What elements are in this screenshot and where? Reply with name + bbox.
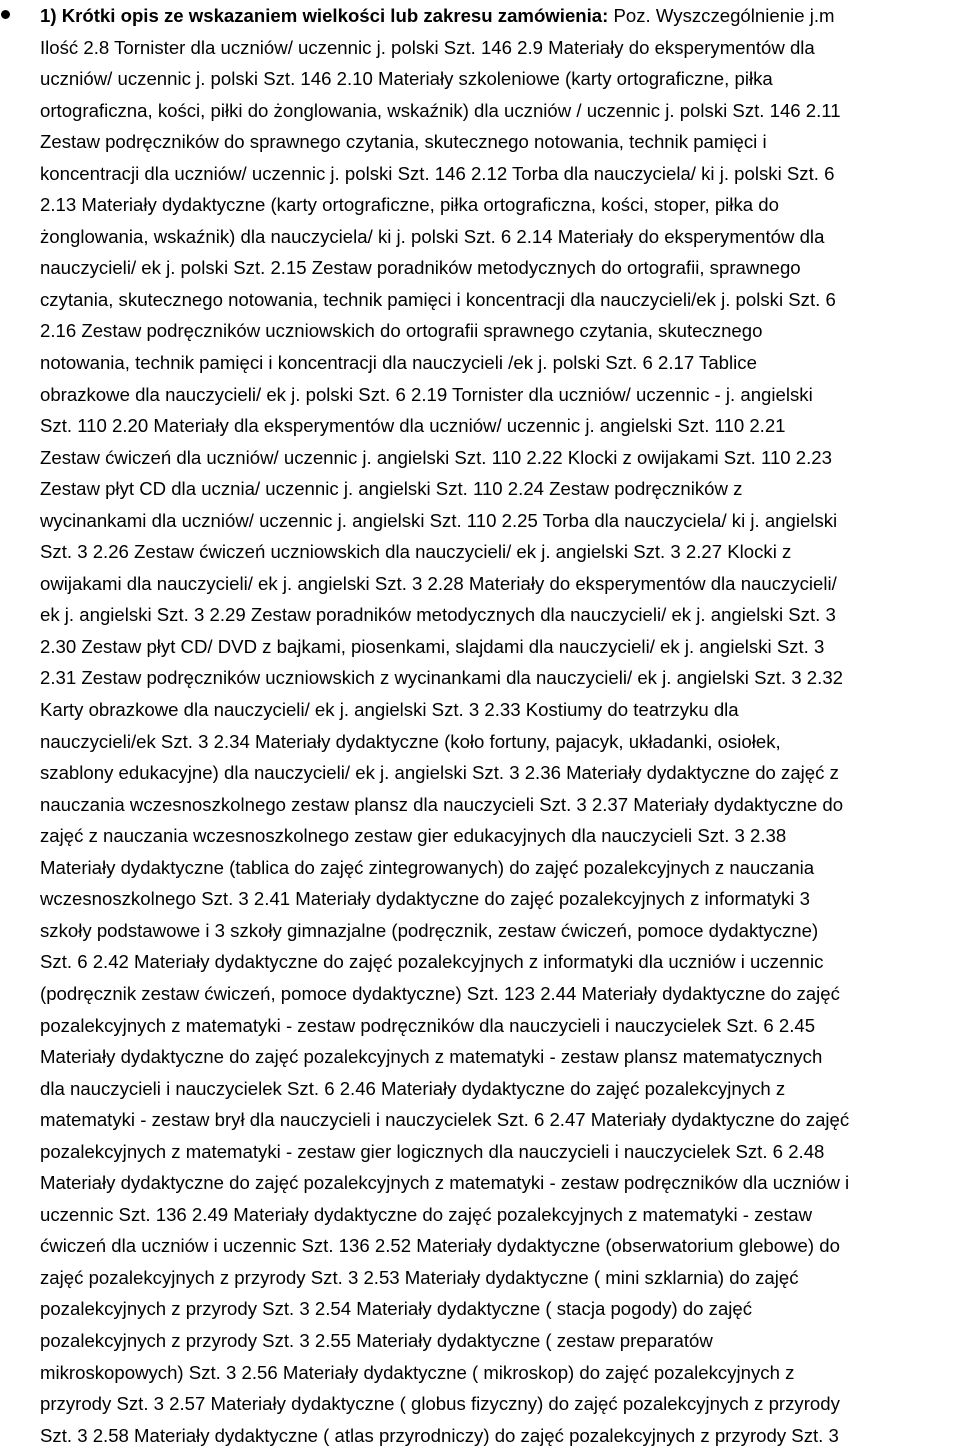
- text-line: żonglowania, wskaźnik) dla nauczyciela/ ki j. polski Szt. 6 2.14 Materiały do eksperymentów dla: [40, 225, 825, 247]
- text-line: mikroskopowych) Szt. 3 2.56 Materiały dydaktyczne ( mikroskop) do zajęć pozalekcyjnych z: [40, 1361, 795, 1383]
- text-line: Materiały dydaktyczne do zajęć pozalekcyjnych z matematyki - zestaw podręczników dla uczniów i: [40, 1172, 850, 1194]
- text-line: zajęć z nauczania wczesnoszkolnego zestaw gier edukacyjnych dla nauczycieli Szt. 3 2.38: [40, 825, 787, 847]
- text-line: nauczania wczesnoszkolnego zestaw plansz dla nauczycieli Szt. 3 2.37 Materiały dydaktyczne do: [40, 793, 844, 815]
- text-line: wczesnoszkolnego Szt. 3 2.41 Materiały dydaktyczne do zajęć pozalekcyjnych z informatyki 3: [40, 888, 810, 910]
- text-line: Materiały dydaktyczne (tablica do zajęć zintegrowanych) do zajęć pozalekcyjnych z nauczania: [40, 856, 815, 878]
- text-line: Ilość 2.8 Tornister dla uczniów/ uczennic j. polski Szt. 146 2.9 Materiały do eksperymentów dla: [40, 36, 815, 58]
- text-line: Szt. 3 2.58 Materiały dydaktyczne ( atlas przyrodniczy) do zajęć pozalekcyjnych z przyrody Szt. 3: [40, 1424, 839, 1446]
- text-line: szkoły podstawowe i 3 szkoły gimnazjalne (podręcznik, zestaw ćwiczeń, pomoce dydaktyczne): [40, 919, 819, 941]
- text-line: pozalekcyjnych z przyrody Szt. 3 2.54 Materiały dydaktyczne ( stacja pogody) do zajęć: [40, 1298, 753, 1320]
- text-line: Zestaw ćwiczeń dla uczniów/ uczennic j. angielski Szt. 110 2.22 Klocki z owijakami Szt. 110 2.23: [40, 446, 832, 468]
- text-line: Karty obrazkowe dla nauczycieli/ ek j. angielski Szt. 3 2.33 Kostiumy do teatrzyku dla: [40, 699, 739, 721]
- text-line: 2.30 Zestaw płyt CD/ DVD z bajkami, piosenkami, slajdami dla nauczycieli/ ek j. angielski Szt. 3: [40, 635, 825, 657]
- text-line: obrazkowe dla nauczycieli/ ek j. polski Szt. 6 2.19 Tornister dla uczniów/ uczennic - j. angielski: [40, 383, 813, 405]
- text-line: wycinankami dla uczniów/ uczennic j. angielski Szt. 110 2.25 Torba dla nauczyciela/ ki j. angielski: [40, 509, 838, 531]
- text-line: przyrody Szt. 3 2.57 Materiały dydaktyczne ( globus fizyczny) do zajęć pozalekcyjnych z przyrody: [40, 1393, 840, 1415]
- text-line: 2.16 Zestaw podręczników uczniowskich do ortografii sprawnego czytania, skutecznego: [40, 320, 763, 342]
- text-line: pozalekcyjnych z matematyki - zestaw podręczników dla nauczycieli i nauczycielek Szt. 6 2.45: [40, 1014, 816, 1036]
- text-line: nauczycieli/ek Szt. 3 2.34 Materiały dydaktyczne (koło fortuny, pajacyk, układanki, osiołek,: [40, 730, 781, 752]
- text-line: [40, 0, 960, 32]
- text-line: pozalekcyjnych z matematyki - zestaw gier logicznych dla nauczycieli i nauczycielek Szt. 6 2.48: [40, 1140, 825, 1162]
- text-line: ortograficzna, kości, piłki do żonglowania, wskaźnik) dla uczniów / uczennic j. polski Szt. 146 2.11: [40, 99, 841, 121]
- text-line: ćwiczeń dla uczniów i uczennic Szt. 136 2.52 Materiały dydaktyczne (obserwatorium glebowe) do: [40, 1235, 840, 1257]
- text-line: matematyki - zestaw brył dla nauczycieli i nauczycielek Szt. 6 2.47 Materiały dydaktyczne do zajęć: [40, 1109, 850, 1131]
- text-line: Szt. 6 2.42 Materiały dydaktyczne do zajęć pozalekcyjnych z informatyki dla uczniów i uczennic: [40, 951, 824, 973]
- text-line: owijakami dla nauczycieli/ ek j. angielski Szt. 3 2.28 Materiały do eksperymentów dla nauczycieli/: [40, 572, 837, 594]
- text-line: Zestaw płyt CD dla ucznia/ uczennic j. angielski Szt. 110 2.24 Zestaw podręczników z: [40, 478, 743, 500]
- text-line: nauczycieli/ ek j. polski Szt. 2.15 Zestaw poradników metodycznych do ortografii, sprawnego: [40, 257, 801, 279]
- text-line: ek j. angielski Szt. 3 2.29 Zestaw poradników metodycznych dla nauczycieli/ ek j. angielski Szt. 3: [40, 604, 836, 626]
- text-line: pozalekcyjnych z przyrody Szt. 3 2.55 Materiały dydaktyczne ( zestaw preparatów: [40, 1329, 713, 1351]
- text-line: zajęć pozalekcyjnych z przyrody Szt. 3 2.53 Materiały dydaktyczne ( mini szklarnia) do zajęć: [40, 1266, 799, 1288]
- text-line: koncentracji dla uczniów/ uczennic j. polski Szt. 146 2.12 Torba dla nauczyciela/ ki j. polski Szt. 6: [40, 162, 835, 184]
- text-line: 2.13 Materiały dydaktyczne (karty ortograficzne, piłka ortograficzna, kości, stoper, piłka do: [40, 194, 779, 216]
- text-line: czytania, skutecznego notowania, technik pamięci i koncentracji dla nauczycieli/ek j. polski Szt. 6: [40, 288, 836, 310]
- text-line: uczennic Szt. 136 2.49 Materiały dydaktyczne do zajęć pozalekcyjnych z matematyki - zestaw: [40, 1203, 812, 1225]
- text-line: dla nauczycieli i nauczycielek Szt. 6 2.46 Materiały dydaktyczne do zajęć pozalekcyjnych z: [40, 1077, 786, 1099]
- text-line: Szt. 110 2.20 Materiały dla eksperymentów dla uczniów/ uczennic j. angielski Szt. 110 2.21: [40, 415, 786, 437]
- text-line: Szt. 3 2.26 Zestaw ćwiczeń uczniowskich dla nauczycieli/ ek j. angielski Szt. 3 2.27 Klocki z: [40, 541, 792, 563]
- bullet-icon: [1, 10, 10, 19]
- list-item: [40, 0, 960, 1451]
- text-line: notowania, technik pamięci i koncentracji dla nauczycieli /ek j. polski Szt. 6 2.17 Tablice: [40, 352, 757, 374]
- text-line: uczniów/ uczennic j. polski Szt. 146 2.10 Materiały szkoleniowe (karty ortograficzne, piłka: [40, 68, 773, 90]
- text-line: szablony edukacyjne) dla nauczycieli/ ek j. angielski Szt. 3 2.36 Materiały dydaktyczne do zajęć z: [40, 762, 839, 784]
- section-heading: 1) Krótki opis ze wskazaniem wielkości lub zakresu zamówienia:: [40, 5, 609, 26]
- heading-continuation: Poz. Wyszczególnienie j.m: [608, 5, 835, 26]
- text-line: Zestaw podręczników do sprawnego czytania, skutecznego notowania, technik pamięci i: [40, 131, 767, 153]
- text-line: 2.31 Zestaw podręczników uczniowskich z wycinankami dla nauczycieli/ ek j. angielski Szt. 3 2.32: [40, 667, 843, 689]
- text-line: (podręcznik zestaw ćwiczeń, pomoce dydaktyczne) Szt. 123 2.44 Materiały dydaktyczne do zajęć: [40, 982, 840, 1004]
- text-line: Materiały dydaktyczne do zajęć pozalekcyjnych z matematyki - zestaw plansz matematycznych: [40, 1046, 823, 1068]
